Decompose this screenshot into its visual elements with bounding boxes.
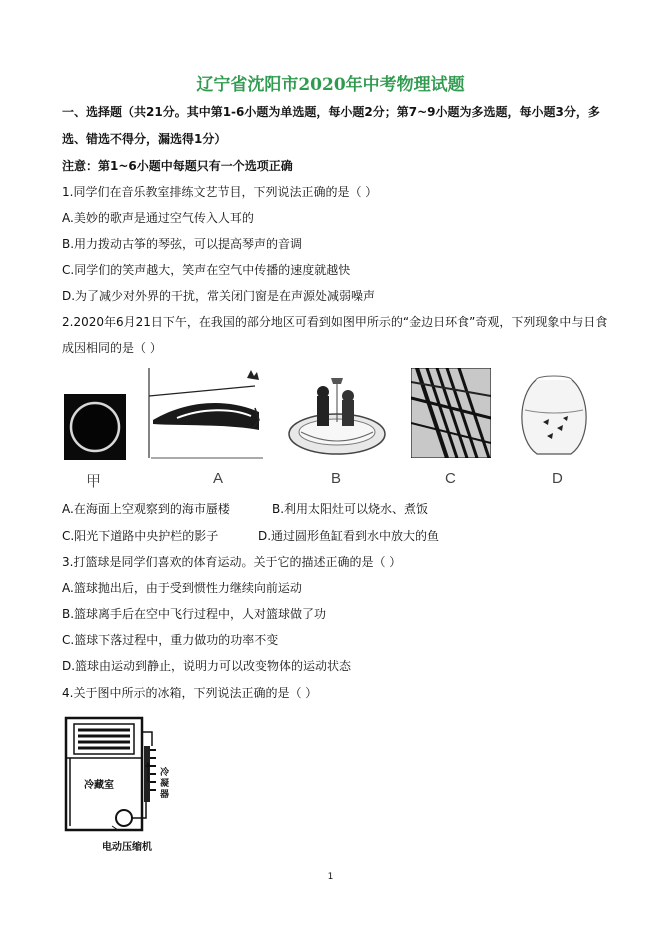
figure-a-mirage (147, 368, 265, 462)
q3-option-b: B.篮球离手后在空中飞行过程中，人对篮球做了功 (62, 607, 327, 621)
section-header-line2: 选、错选不得分，漏选得1分） (62, 132, 227, 146)
q2-stem-line1: 2.2020年6月21日下午，在我国的部分地区可看到如图甲所示的“金边日环食”奇观，下列现象中与日食 (62, 315, 608, 329)
figure-label-a: A (213, 470, 224, 487)
figure-label-d: D (552, 470, 563, 487)
q1-stem: 1.同学们在音乐教室排练文艺节目，下列说法正确的是（ ） (62, 185, 378, 199)
figure-refrigerator (64, 716, 174, 836)
section-header-line1: 一、选择题（共21分。其中第1-6小题为单选题，每小题2分；第7~9小题为多选题，每小题3分，多 (62, 105, 600, 119)
fridge-label-chamber: 冷藏室 (84, 780, 114, 791)
q2-option-c: C.阳光下道路中央护栏的影子 (62, 529, 219, 543)
fridge-label-compressor: 电动压缩机 (102, 842, 152, 853)
q1-option-b: B.用力拨动古筝的琴弦，可以提高琴声的音调 (62, 237, 303, 251)
figure-c-railing-shadow (411, 368, 491, 458)
fridge-label-condenser: 冷凝器 (160, 768, 170, 800)
figure-d-fish-bowl (519, 370, 589, 460)
figure-label-b: B (331, 470, 342, 487)
q3-option-d: D.篮球由运动到静止，说明力可以改变物体的运动状态 (62, 659, 352, 673)
figure-jia-eclipse (64, 394, 126, 460)
q2-stem-line2: 成因相同的是（ ） (62, 341, 162, 355)
q3-stem: 3.打篮球是同学们喜欢的体育运动。关于它的描述正确的是（ ） (62, 555, 402, 569)
q2-option-d: D.通过圆形鱼缸看到水中放大的鱼 (258, 529, 440, 543)
q1-option-a: A.美妙的歌声是通过空气传入人耳的 (62, 211, 254, 225)
page-title: 辽宁省沈阳市2020年中考物理试题 (196, 75, 465, 95)
q3-option-c: C.篮球下落过程中，重力做功的功率不变 (62, 633, 279, 647)
q2-option-b: B.利用太阳灶可以烧水、煮饭 (272, 502, 429, 516)
section-note: 注意：第1~6小题中每题只有一个选项正确 (62, 159, 293, 173)
q3-option-a: A.篮球抛出后，由于受到惯性力继续向前运动 (62, 581, 302, 595)
q2-option-a: A.在海面上空观察到的海市蜃楼 (62, 502, 230, 516)
q1-option-c: C.同学们的笑声越大，笑声在空气中传播的速度就越快 (62, 263, 351, 277)
q1-option-d: D.为了减少对外界的干扰，常关闭门窗是在声源处减弱噪声 (62, 289, 376, 303)
q4-stem: 4.关于图中所示的冰箱，下列说法正确的是（ ） (62, 686, 318, 700)
figure-label-c: C (445, 470, 456, 487)
figure-label-jia: 甲 (86, 473, 102, 490)
figure-b-solar-cooker (287, 376, 387, 460)
page-number: 1 (327, 872, 334, 882)
